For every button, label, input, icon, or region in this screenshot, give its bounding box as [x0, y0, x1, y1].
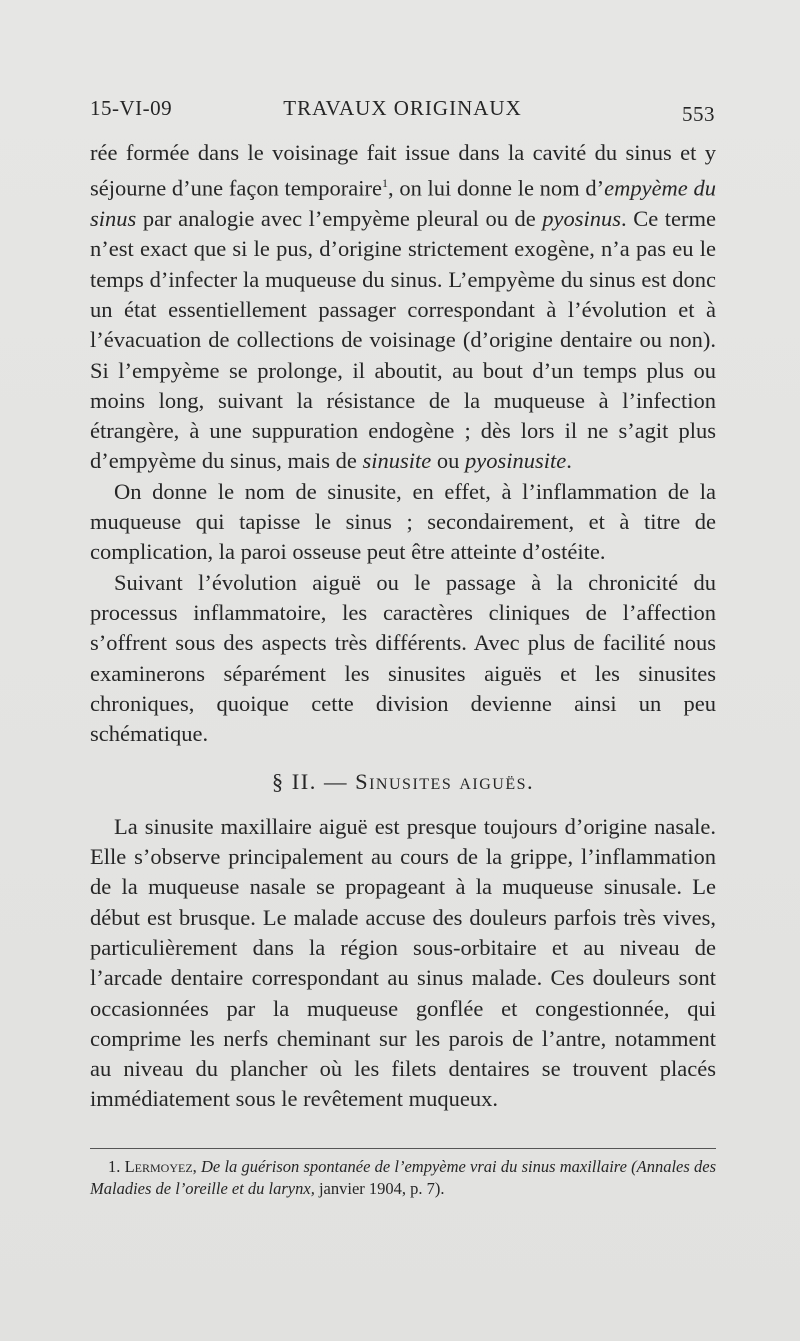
paragraph-1 — [90, 138, 716, 477]
paragraph-4: La sinusite maxillaire aiguë est presque toujours d’origine nasale. Elle s’observe principalement au cours de la grippe, l’inflammation de la muqueuse nasale se propageant à la muqueuse sinusale. Le début est brusque. Le malade accuse des douleurs parfois très vives, particulièrement dans la région sous-orbitaire et au niveau de l’arcade dentaire correspondant au sinus malade. Ces douleurs sont occasionnées par la muqueuse gonflée et congestionnée, qui comprime les nerfs cheminant sur les parois de l’antre, notamment au niveau du plancher où les filets dentaires se trouvent placés immédiatement sous le revêtement muqueux. — [90, 813, 716, 1112]
page-number: 553 — [682, 102, 715, 126]
footnote-reference: 1 — [382, 176, 388, 191]
running-head — [90, 96, 715, 130]
main-text — [90, 138, 716, 1115]
header-date: 15-VI-09 — [90, 96, 173, 120]
paragraph-1-text-e: ou — [431, 448, 465, 474]
paragraph-1-text-c: par analogie avec l’empyème pleural ou de — [136, 206, 543, 232]
paragraph-1-text-a: rée formée dans le voisinage fait issue dans la cavité du sinus et y séjourne d’une façon temporaire — [90, 140, 716, 201]
footnote-author: Lermoyez — [124, 1157, 193, 1176]
paragraph-1-text-b: , on lui donne le nom d’ — [388, 175, 605, 201]
paragraph-1-text-d: . Ce terme n’est exact que si le pus, d’origine strictement exogène, n’a pas eu le temps d’infecter la muqueuse du sinus. L’empyème du sinus est donc un état essentiellement passager correspondant à l’évolution et à l’évacuation de collections de voisinage (d’origine dentaire ou non). Si l’empyème se prolonge, il aboutit, au bout d’un temps plus ou moins long, suivant la résistance de la muqueuse à l’infection étrangère, à une suppuration endogène ; dès lors il ne s’agit plus d’empyème du sinus, mais de — [90, 206, 716, 474]
footnote-title: De la guérison spontanée de l’empyème vrai du sinus maxillaire — [201, 1157, 627, 1176]
term-pyosinus: pyosinus — [542, 206, 622, 232]
footnote-rule — [90, 1148, 716, 1149]
term-sinusite: sinusite — [362, 448, 432, 474]
term-pyosinusite: pyosinusite — [464, 448, 567, 474]
header-title: TRAVAUX ORIGINAUX — [283, 96, 522, 120]
paragraph-1-text-f: . — [566, 448, 572, 474]
footnote-rest: janvier 1904, p. 7). — [314, 1179, 445, 1198]
section-heading — [90, 767, 716, 797]
footnote-journal: (Annales des Maladies de l’oreille et du larynx, — [90, 1157, 717, 1198]
term-empyeme-du-sinus: empyème du sinus — [90, 175, 716, 232]
footnote-number: 1. — [108, 1157, 121, 1176]
footnote: 1. Lermoyez, De la guérison spontanée de l’empyème vrai du sinus maxillaire (Annales des Maladies de l’oreille et du larynx, janvier 1904, p. 7). — [90, 1157, 717, 1198]
paragraph-3: Suivant l’évolution aiguë ou le passage à la chronicité du processus inflammatoire, les caractères cliniques de l’affection s’offrent sous des aspects très différents. Avec plus de facilité nous examinerons séparément les sinusites aiguës et les sinusites chroniques, quoique cette division devienne ainsi un peu schématique. — [90, 569, 716, 747]
section-title: Sinusites aiguës. — [355, 769, 535, 795]
paragraph-2: On donne le nom de sinusite, en effet, à l’inflammation de la muqueuse qui tapisse le sinus ; secondairement, et à titre de complication, la paroi osseuse peut être atteinte d’ostéite. — [90, 478, 716, 565]
section-number: § II. — — [271, 769, 356, 795]
